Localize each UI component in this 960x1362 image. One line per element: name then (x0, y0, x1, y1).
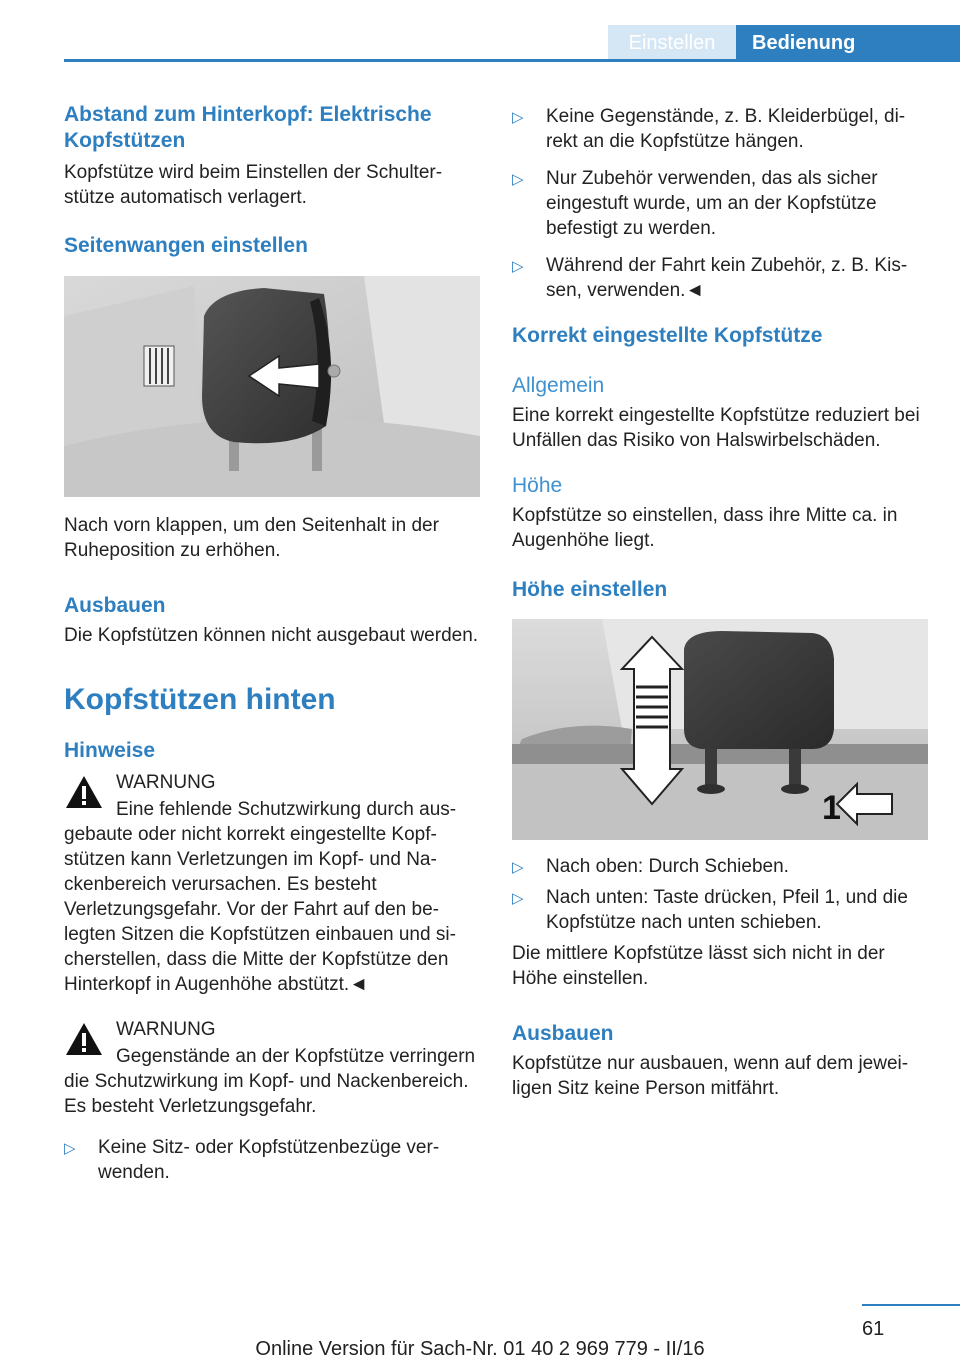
heading-hinweise: Hinweise (64, 739, 156, 762)
page-header (64, 25, 960, 62)
header-rule (64, 59, 960, 62)
list-item: ▷ Während der Fahrt kein Zubehör, z. B. Kissen, verwenden.◄ (512, 255, 908, 301)
text-allgemein: Eine korrekt eingestellte Kopfstütze reduziert bei Unfällen das Risiko von Halswirbelschäden. (512, 405, 920, 451)
bullet-arrow-icon: ▷ (64, 1140, 76, 1157)
heading-abstand: Abstand zum Hinterkopf: Elektrische Kopfstützen (64, 103, 432, 152)
list-item: ▷ Nach unten: Taste drücken, Pfeil 1, und die Kopfstütze nach unten schieben. (512, 887, 908, 933)
right-bullet-list-top (512, 104, 928, 303)
heading-ausbauen-right: Ausbauen (512, 1022, 614, 1045)
page-number: 61 (862, 1318, 885, 1340)
tab-bedienung[interactable]: Bedienung (736, 25, 960, 62)
text-seitenwangen: Nach vorn klappen, um den Seitenhalt in der Ruheposition zu erhöhen. (64, 515, 439, 561)
footer-version-text: Online Version für Sach-Nr. 01 40 2 969 779 - II/16 (255, 1338, 705, 1360)
list-item: ▷ Keine Sitz- oder Kopfstützenbezüge verwenden. (64, 1137, 440, 1183)
heading-korrekt: Korrekt eingestellte Kopfstütze (512, 324, 823, 347)
text-abstand: Kopfstütze wird beim Einstellen der Schulterstütze automatisch verlagert. (64, 162, 443, 208)
bullet-arrow-icon: ▷ (512, 171, 524, 188)
text-ausbauen-left: Die Kopfstützen können nicht ausgebaut werden. (64, 625, 479, 646)
right-bullet-list-bottom (512, 854, 928, 935)
list-item: ▷ Keine Gegenstände, z. B. Kleiderbügel, direkt an die Kopfstütze hängen. (512, 106, 906, 152)
heading-hoehe-einstellen: Höhe einstellen (512, 578, 668, 601)
bullet-arrow-icon: ▷ (512, 109, 524, 126)
bullet-arrow-icon: ▷ (512, 890, 524, 907)
warning-1-title: WARNUNG (116, 772, 216, 793)
headrest-height-illustration (512, 619, 928, 840)
text-hoehe: Kopfstütze so einstellen, dass ihre Mitte ca. in Augenhöhe liegt. (512, 505, 898, 551)
left-column (64, 100, 480, 1185)
warning-triangle-icon (64, 774, 104, 810)
right-column (512, 100, 928, 1101)
text-ausbauen-right: Kopfstütze nur ausbauen, wenn auf dem jeweiligen Sitz keine Person mitfährt. (512, 1053, 909, 1099)
figure-label-1: 1 (822, 789, 841, 827)
list-item: ▷ Nur Zubehör verwenden, das als sicher eingestuft wurde, um an der Kopfstütze befestigt zu werden. (512, 168, 878, 239)
left-bullet-list (64, 1135, 480, 1185)
headrest-side-illustration (64, 276, 480, 497)
bullet-arrow-icon: ▷ (512, 859, 524, 876)
warning-1-text: Eine fehlende Schutzwirkung durch ausgebaute oder nicht korrekt eingestellte Kopfstützen kann Verletzungen im Kopf- und Nackenbereich verursachen. Es besteht Verletzungsgefahr. Vor der Fahrt auf den belegten Sitzen die Kopfstützen einbauen und sicherstellen, dass die Mitte der Kopfstütze den Hinterkopf in Augenhöhe abstützt.◄ (64, 799, 457, 995)
warning-2-text: Gegenstände an der Kopfstütze verringern die Schutzwirkung im Kopf- und Nackenbereich. Es besteht Verletzungsgefahr. (64, 1046, 476, 1117)
warning-block-2 (64, 1017, 480, 1042)
bullet-arrow-icon: ▷ (512, 258, 524, 275)
heading-allgemein: Allgemein (512, 374, 605, 397)
text-mittlere: Die mittlere Kopfstütze lässt sich nicht in der Höhe einstellen. (512, 943, 885, 989)
heading-ausbauen-left: Ausbauen (64, 594, 166, 617)
figure-headrest-height (512, 619, 928, 840)
warning-2-title: WARNUNG (116, 1019, 216, 1040)
warning-block-1 (64, 770, 480, 795)
footer-rule (862, 1304, 960, 1306)
tab-einstellen[interactable]: Einstellen (608, 25, 736, 59)
heading-seitenwangen: Seitenwangen einstellen (64, 234, 308, 257)
warning-triangle-icon (64, 1021, 104, 1057)
heading-kopfstuetzen-hinten: Kopfstützen hinten (64, 683, 336, 716)
heading-hoehe: Höhe (512, 474, 563, 497)
figure-side-bolster (64, 276, 480, 497)
list-item: ▷ Nach oben: Durch Schieben. (512, 854, 928, 879)
